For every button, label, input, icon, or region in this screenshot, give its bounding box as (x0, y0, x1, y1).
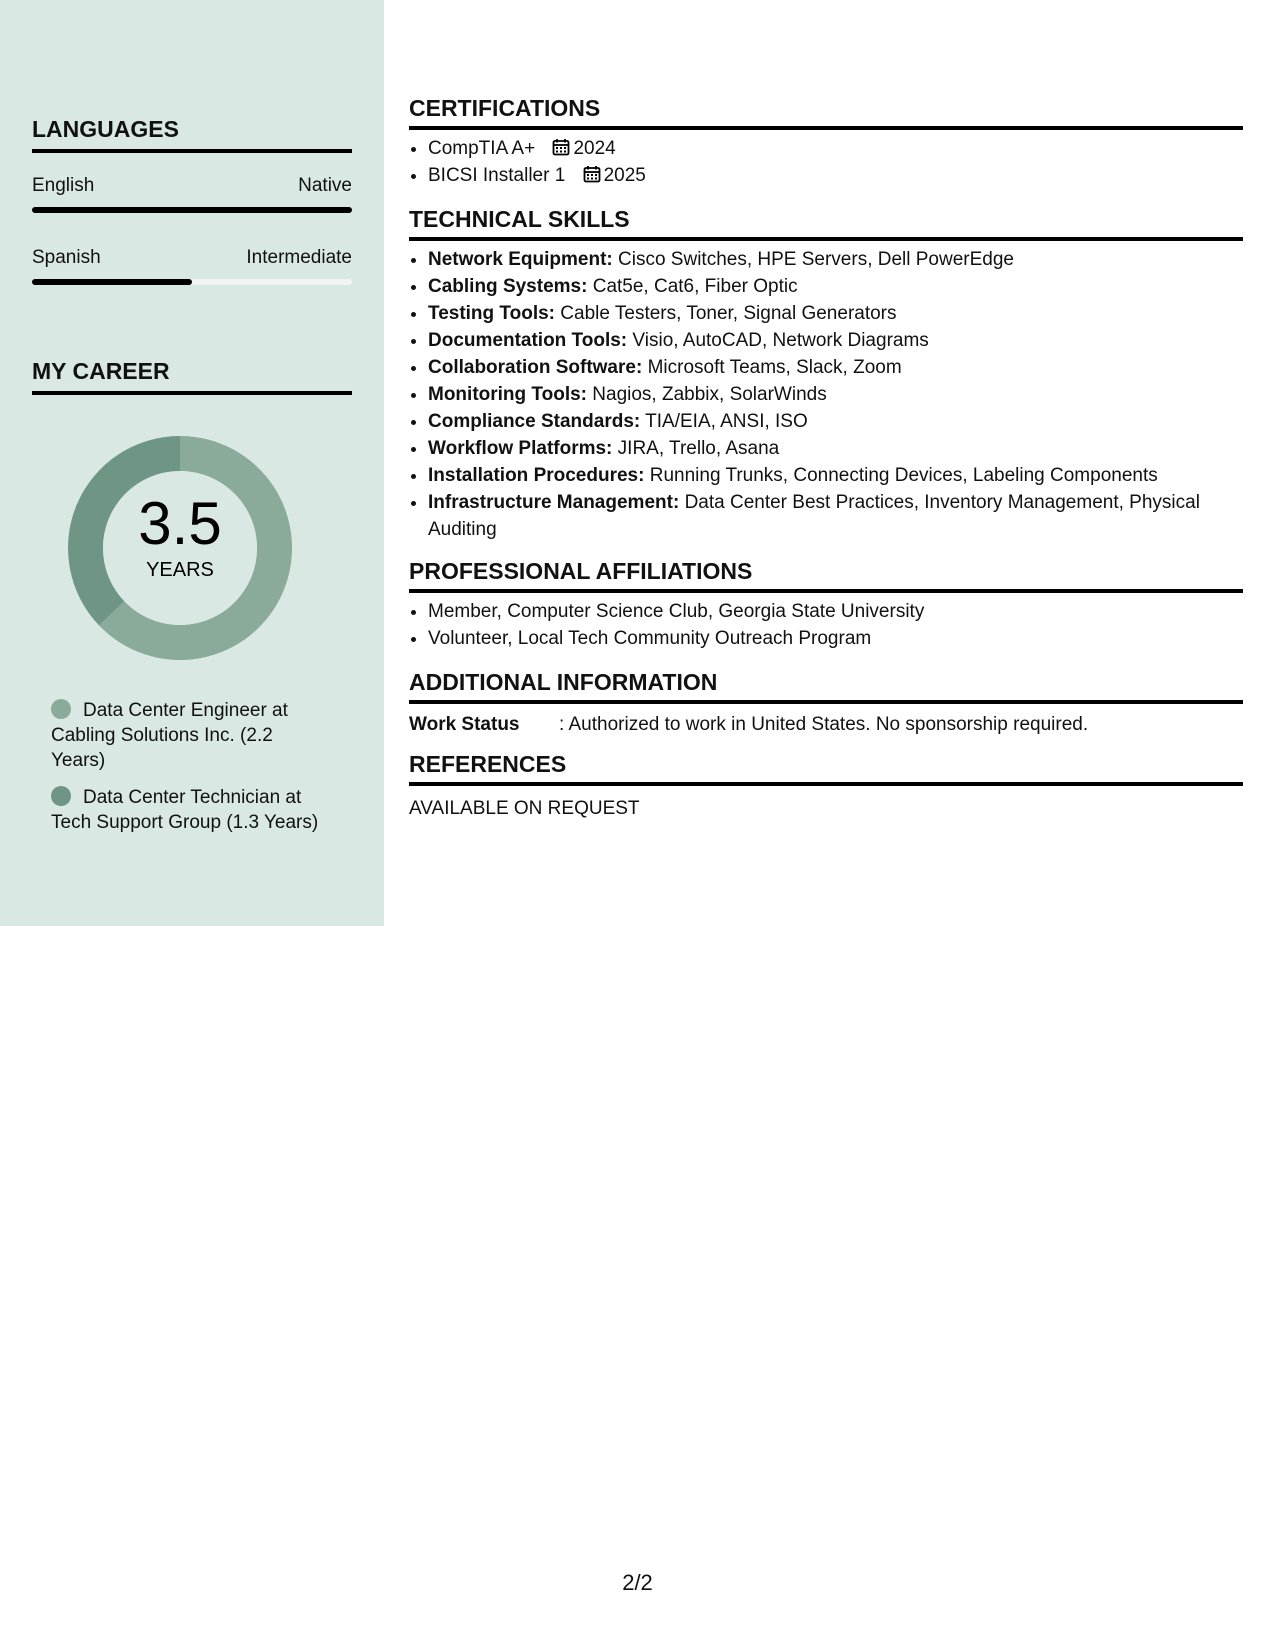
career-section (32, 358, 352, 395)
skill-label: Monitoring Tools: (428, 384, 587, 405)
career-donut-chart (60, 428, 300, 668)
career-role-label: Data Center Engineer at Cabling Solutions Inc. (2.2 Years) (51, 700, 288, 771)
skill-value: Microsoft Teams, Slack, Zoom (647, 357, 902, 378)
legend-dot-icon (51, 699, 71, 719)
languages-heading: LANGUAGES (32, 116, 352, 153)
references-text: AVAILABLE ON REQUEST (409, 798, 640, 819)
technical-skills-list (409, 246, 1262, 543)
skill-item (428, 462, 1262, 489)
career-role-label: Data Center Technician at Tech Support Group (1.3 Years) (51, 787, 319, 833)
skill-value: JIRA, Trello, Asana (617, 438, 780, 459)
skill-item (428, 408, 1262, 435)
list-item: • Member, Computer Science Club, Georgia State University (428, 598, 1262, 625)
career-heading: MY CAREER (32, 358, 352, 395)
career-total-unit: YEARS (146, 559, 214, 581)
career-legend (51, 698, 371, 835)
language-level: Intermediate (246, 247, 352, 268)
skill-value: Cable Testers, Toner, Signal Generators (560, 303, 897, 324)
language-item-english (32, 175, 352, 213)
list-item: • CompTIA A+ 2024 (428, 135, 1262, 162)
language-name: English (32, 175, 95, 196)
skill-item (428, 300, 1262, 327)
skill-label: Network Equipment: (428, 249, 613, 270)
skill-item (428, 273, 1262, 300)
language-proficiency-bar (32, 207, 352, 213)
skill-value: Cat5e, Cat6, Fiber Optic (592, 276, 798, 297)
work-status-row (409, 711, 1088, 738)
additional-info-heading: ADDITIONAL INFORMATION (409, 669, 1243, 704)
page-number: 2/2 (622, 1570, 653, 1595)
skill-label: Infrastructure Management: (428, 492, 680, 513)
skill-value: Visio, AutoCAD, Network Diagrams (632, 330, 929, 351)
career-total-value: 3.5 (138, 490, 222, 557)
language-level: Native (298, 175, 352, 196)
work-status-value: : Authorized to work in United States. No sponsorship required. (559, 714, 1089, 735)
skill-label: Cabling Systems: (428, 276, 588, 297)
skill-label: Collaboration Software: (428, 357, 643, 378)
technical-skills-heading: TECHNICAL SKILLS (409, 206, 1243, 241)
list-item: • BICSI Installer 1 2025 (428, 162, 1262, 189)
language-proficiency-fill (32, 279, 192, 285)
references-heading: REFERENCES (409, 751, 1243, 786)
skill-item (428, 354, 1262, 381)
career-role-item (51, 785, 321, 835)
language-proficiency-fill (32, 207, 352, 213)
skill-label: Workflow Platforms: (428, 438, 613, 459)
skill-value: Data Center Best Practices, Inventory Management, Physical Auditing (428, 492, 1200, 540)
career-role-item (51, 698, 321, 773)
affiliations-list (409, 598, 1262, 652)
affiliations-heading: PROFESSIONAL AFFILIATIONS (409, 558, 1243, 593)
certifications-heading: CERTIFICATIONS (409, 95, 1243, 130)
skill-label: Documentation Tools: (428, 330, 628, 351)
skill-label: Testing Tools: (428, 303, 556, 324)
skill-value: Cisco Switches, HPE Servers, Dell PowerEdge (618, 249, 1014, 270)
calendar-icon (583, 165, 601, 183)
legend-dot-icon (51, 786, 71, 806)
language-proficiency-bar (32, 279, 352, 285)
skill-value: Running Trunks, Connecting Devices, Labeling Components (649, 465, 1158, 486)
skill-value: Nagios, Zabbix, SolarWinds (592, 384, 827, 405)
skill-value: TIA/EIA, ANSI, ISO (645, 411, 808, 432)
work-status-label: Work Status (409, 714, 520, 735)
language-name: Spanish (32, 247, 101, 268)
certifications-list (409, 135, 1262, 189)
skill-label: Compliance Standards: (428, 411, 641, 432)
calendar-icon (552, 138, 570, 156)
language-item-spanish (32, 247, 352, 285)
list-item: • Volunteer, Local Tech Community Outreach Program (428, 625, 1262, 652)
languages-section (32, 116, 352, 285)
sidebar (0, 0, 384, 926)
skill-item (428, 489, 1262, 543)
skill-label: Installation Procedures: (428, 465, 645, 486)
skill-item (428, 327, 1262, 354)
skill-item (428, 246, 1262, 273)
skill-item (428, 435, 1262, 462)
skill-item (428, 381, 1262, 408)
